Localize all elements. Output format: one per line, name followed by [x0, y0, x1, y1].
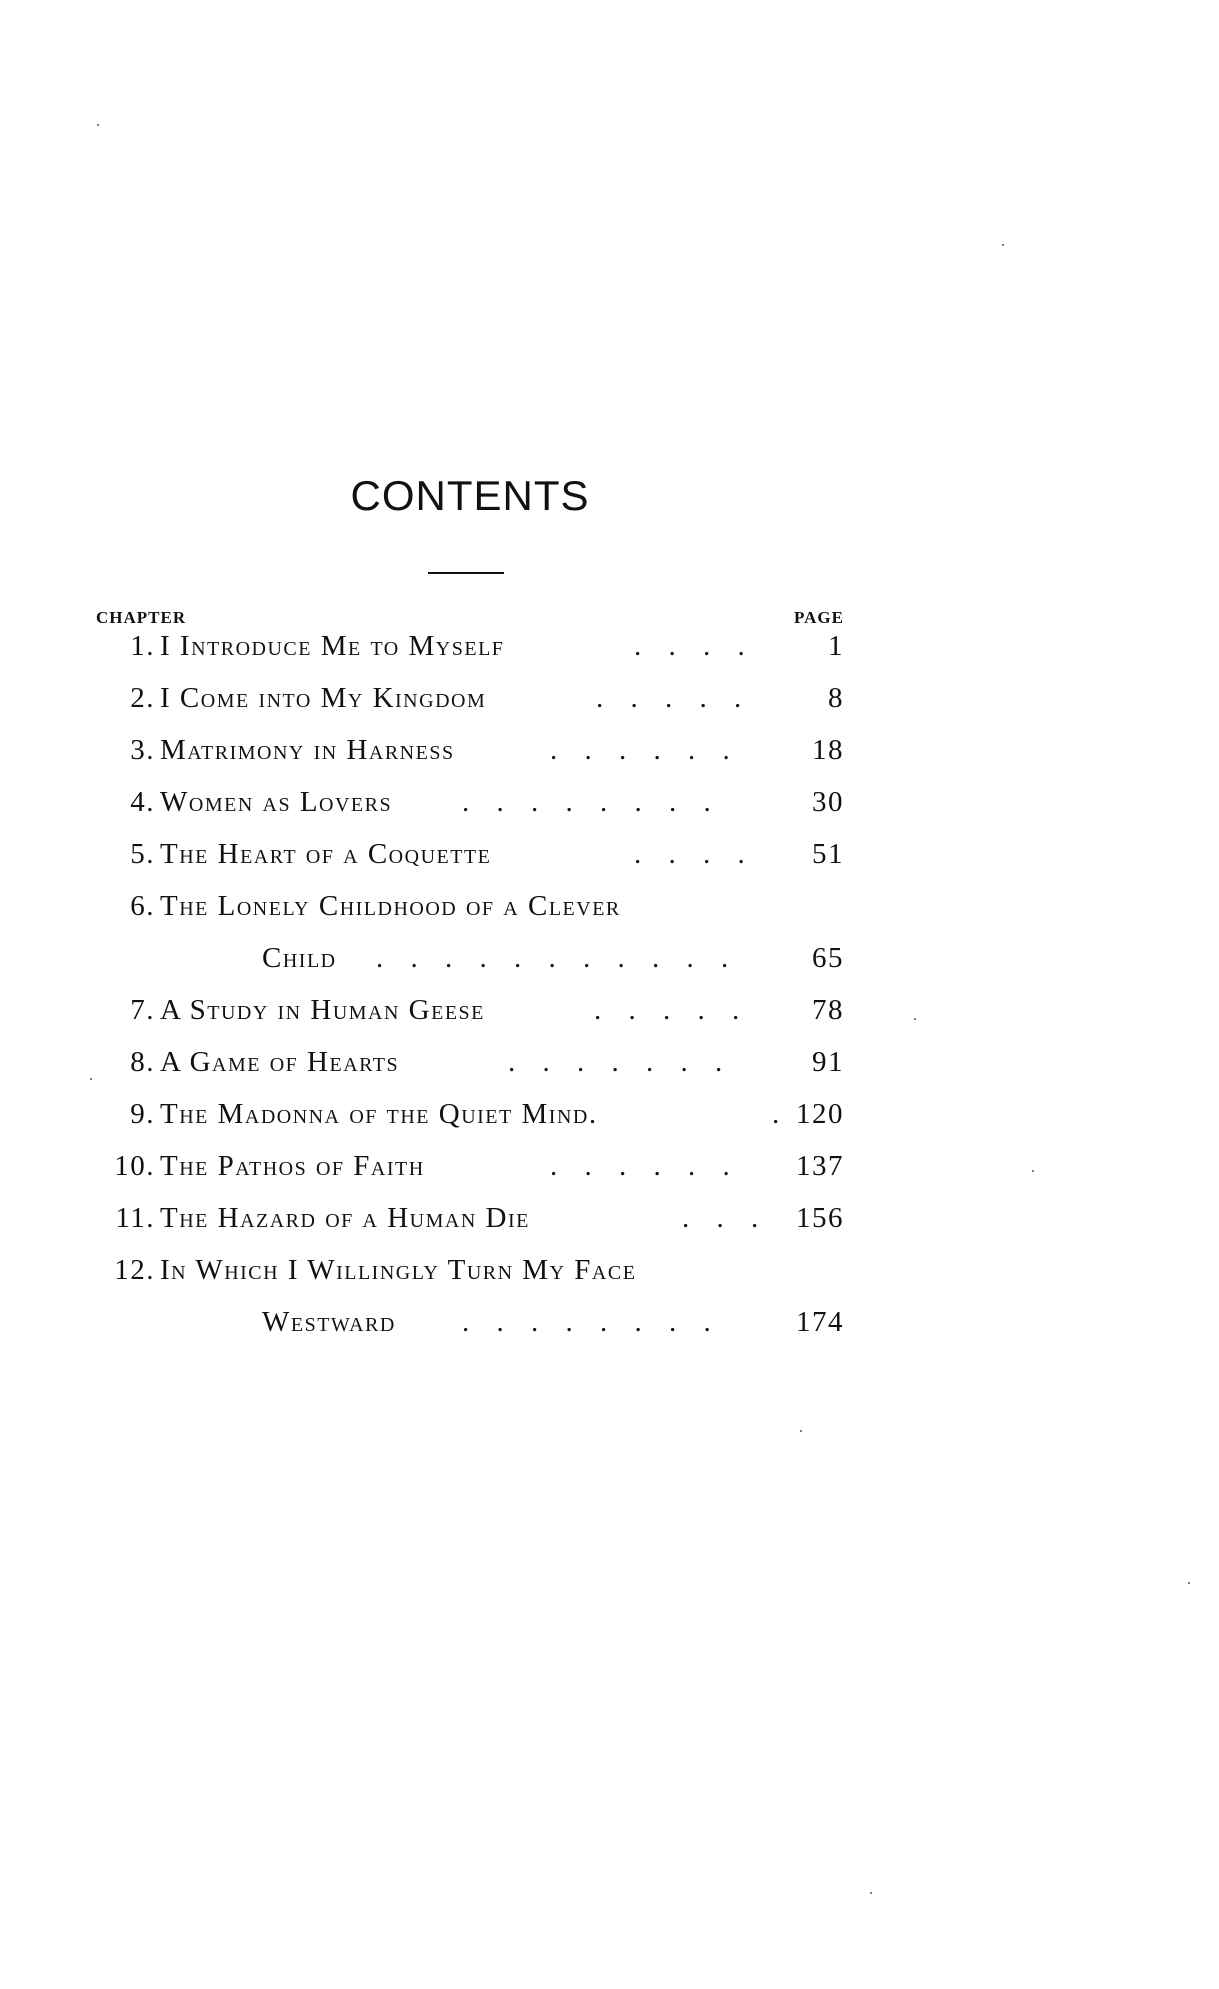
paper-speck [800, 1430, 802, 1432]
page-number: 91 [812, 1046, 844, 1078]
toc-entry-continuation [0, 942, 1219, 994]
paper-speck [1002, 244, 1004, 246]
toc-entry [0, 838, 1219, 890]
dot-leader: . . . . [634, 838, 755, 870]
page-number: 18 [812, 734, 844, 766]
page-number: 30 [812, 786, 844, 818]
toc-entry [0, 1098, 1219, 1150]
chapter-title: Matrimony in Harness [160, 734, 455, 766]
page-title: CONTENTS [350, 472, 590, 519]
chapter-number: 5. [130, 838, 155, 870]
chapter-title: Women as Lovers [160, 786, 393, 818]
chapter-number: 1. [130, 630, 155, 662]
chapter-title: Child [262, 942, 337, 974]
toc-entry [0, 1150, 1219, 1202]
chapter-number: 7. [130, 994, 155, 1026]
page-number: 137 [796, 1150, 844, 1182]
chapter-number: 8. [130, 1046, 155, 1078]
chapter-number: 3. [130, 734, 155, 766]
paper-speck [97, 124, 99, 126]
dot-leader: . . . . [634, 630, 755, 662]
chapter-number: 11. [115, 1202, 155, 1234]
dot-leader: . . . . . [594, 994, 750, 1026]
title-rule [428, 572, 504, 574]
chapter-title: In Which I Willingly Turn My Face [160, 1254, 637, 1286]
chapter-number: 4. [130, 786, 155, 818]
chapter-title: The Pathos of Faith [160, 1150, 425, 1182]
chapter-title: I Come into My Kingdom [160, 682, 487, 714]
chapter-number: 12. [114, 1254, 155, 1286]
toc-entry [0, 1046, 1219, 1098]
toc-entry [0, 1254, 1219, 1306]
chapter-title: A Study in Human Geese [160, 994, 485, 1026]
toc-entry [0, 786, 1219, 838]
paper-speck [1032, 1170, 1034, 1172]
dot-leader: . . . . . . . . . . . [376, 942, 739, 974]
dot-leader: . [772, 1098, 790, 1130]
page-number: 174 [796, 1306, 844, 1338]
page-column-label: PAGE [794, 608, 844, 627]
chapter-number: 6. [130, 890, 155, 922]
toc-entry [0, 630, 1219, 682]
dot-leader: . . . . . . [550, 734, 740, 766]
chapter-number: 2. [130, 682, 155, 714]
page-number: 8 [828, 682, 844, 714]
dot-leader: . . . [682, 1202, 769, 1234]
chapter-title: Westward [262, 1306, 396, 1338]
chapter-title: The Heart of a Coquette [160, 838, 492, 870]
chapter-number: 9. [130, 1098, 155, 1130]
dot-leader: . . . . . . . . [462, 1306, 721, 1338]
chapter-title: I Introduce Me to Myself [160, 630, 505, 662]
paper-speck [870, 1892, 872, 1894]
paper-speck [914, 1018, 916, 1020]
chapter-column-label: CHAPTER [96, 608, 187, 627]
chapter-number: 10. [114, 1150, 155, 1182]
paper-speck [90, 1078, 92, 1080]
dot-leader: . . . . . . . . [462, 786, 721, 818]
page-number: 1 [828, 630, 844, 662]
chapter-title: The Madonna of the Quiet Mind. [160, 1098, 598, 1130]
page-number: 51 [812, 838, 844, 870]
toc-entry [0, 682, 1219, 734]
dot-leader: . . . . . [596, 682, 752, 714]
dot-leader: . . . . . . . [508, 1046, 733, 1078]
chapter-title: The Hazard of a Human Die [160, 1202, 530, 1234]
chapter-title: A Game of Hearts [160, 1046, 400, 1078]
toc-entry [0, 734, 1219, 786]
paper-speck [1188, 1582, 1190, 1584]
toc-entry [0, 994, 1219, 1046]
toc-entry [0, 890, 1219, 942]
page-number: 78 [812, 994, 844, 1026]
toc-entry [0, 1202, 1219, 1254]
page-number: 156 [796, 1202, 844, 1234]
page-number: 65 [812, 942, 844, 974]
dot-leader: . . . . . . [550, 1150, 740, 1182]
page-number: 120 [796, 1098, 844, 1130]
chapter-title: The Lonely Childhood of a Clever [160, 890, 621, 922]
toc-entry-continuation [0, 1306, 1219, 1358]
